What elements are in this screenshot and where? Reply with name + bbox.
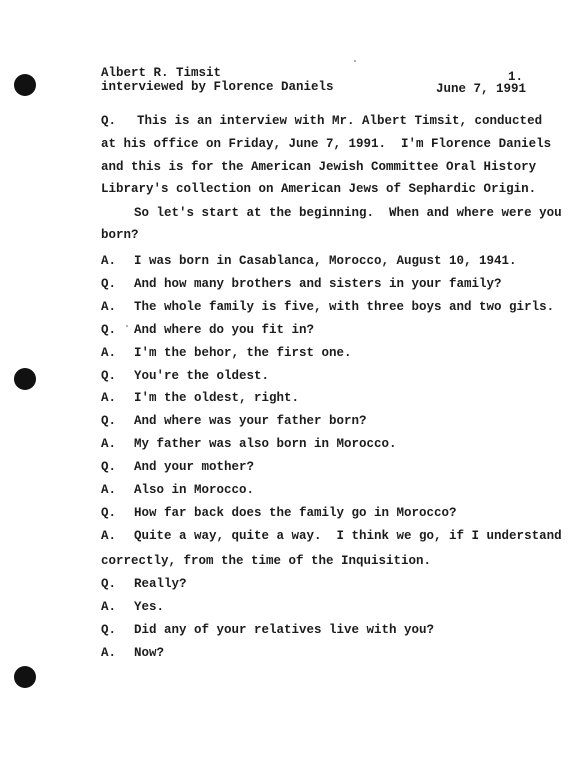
exchange-text: And where do you fit in? (134, 322, 315, 337)
exchange-text: And your mother? (134, 460, 255, 475)
exchange-text: And how many brothers and sisters in your family? (134, 276, 502, 291)
binder-hole (14, 666, 36, 688)
exchange-text: How far back does the family go in Morocco? (134, 505, 457, 520)
speaker-label: A. (101, 391, 117, 406)
interviewee-name: Albert R. Timsit (101, 66, 222, 80)
exchange-text: And where was your father born? (134, 414, 367, 429)
question-line: So let's start at the beginning. When and where were you (134, 206, 562, 220)
binder-hole (14, 368, 36, 390)
continuation-line: correctly, from the time of the Inquisition. (101, 554, 432, 568)
speaker-label: A. (101, 437, 117, 452)
speaker-label: Q. (101, 276, 117, 291)
speaker-label: Q. (101, 460, 117, 475)
question-line: born? (101, 228, 139, 242)
exchange-text: Did any of your relatives live with you? (134, 622, 435, 637)
speaker-label: A. (101, 483, 117, 497)
exchange-text: Really? (134, 577, 187, 591)
speaker-label: Q. (101, 622, 117, 637)
paper-speck (354, 60, 356, 62)
binder-hole (14, 74, 36, 96)
speaker-label: Q. (101, 414, 117, 429)
speaker-label: Q. (101, 577, 117, 591)
intro-line: at his office on Friday, June 7, 1991. I'm Florence Daniels (101, 137, 552, 151)
speaker-label: Q. (101, 322, 117, 337)
exchange-text: I'm the behor, the first one. (134, 345, 352, 360)
intro-line: and this is for the American Jewish Committee Oral History (101, 160, 537, 174)
intro-line: This is an interview with Mr. Albert Timsit, conducted (137, 114, 543, 128)
speaker-label: A. (101, 528, 117, 543)
exchange-text: My father was also born in Morocco. (134, 437, 397, 452)
speaker-label: Q. (101, 505, 117, 520)
interviewer-credit: interviewed by Florence Daniels (101, 80, 334, 94)
speaker-label: Q. (101, 368, 117, 383)
intro-line: Library's collection on American Jews of Sephardic Origin. (101, 182, 537, 196)
exchange-text: Yes. (134, 599, 165, 614)
exchange-text: I was born in Casablanca, Morocco, August 10, 1941. (134, 254, 517, 268)
page-number: 1. (508, 70, 524, 84)
exchange-text: Now? (134, 645, 165, 660)
exchange-text: Quite a way, quite a way. I think we go, if I understand (134, 528, 562, 543)
speaker-label: A. (101, 254, 117, 268)
exchange-text: Also in Morocco. (134, 483, 255, 497)
speaker-label: A. (101, 299, 117, 314)
exchange-text: The whole family is five, with three boys and two girls. (134, 299, 555, 314)
speaker-label: A. (101, 345, 117, 360)
speaker-label: A. (101, 645, 117, 660)
interview-date: June 7, 1991 (436, 82, 527, 96)
exchange-text: I'm the oldest, right. (134, 391, 300, 406)
speaker-label: Q. (101, 114, 117, 128)
exchange-text: You're the oldest. (134, 368, 270, 383)
paper-speck (126, 325, 128, 327)
speaker-label: A. (101, 599, 117, 614)
